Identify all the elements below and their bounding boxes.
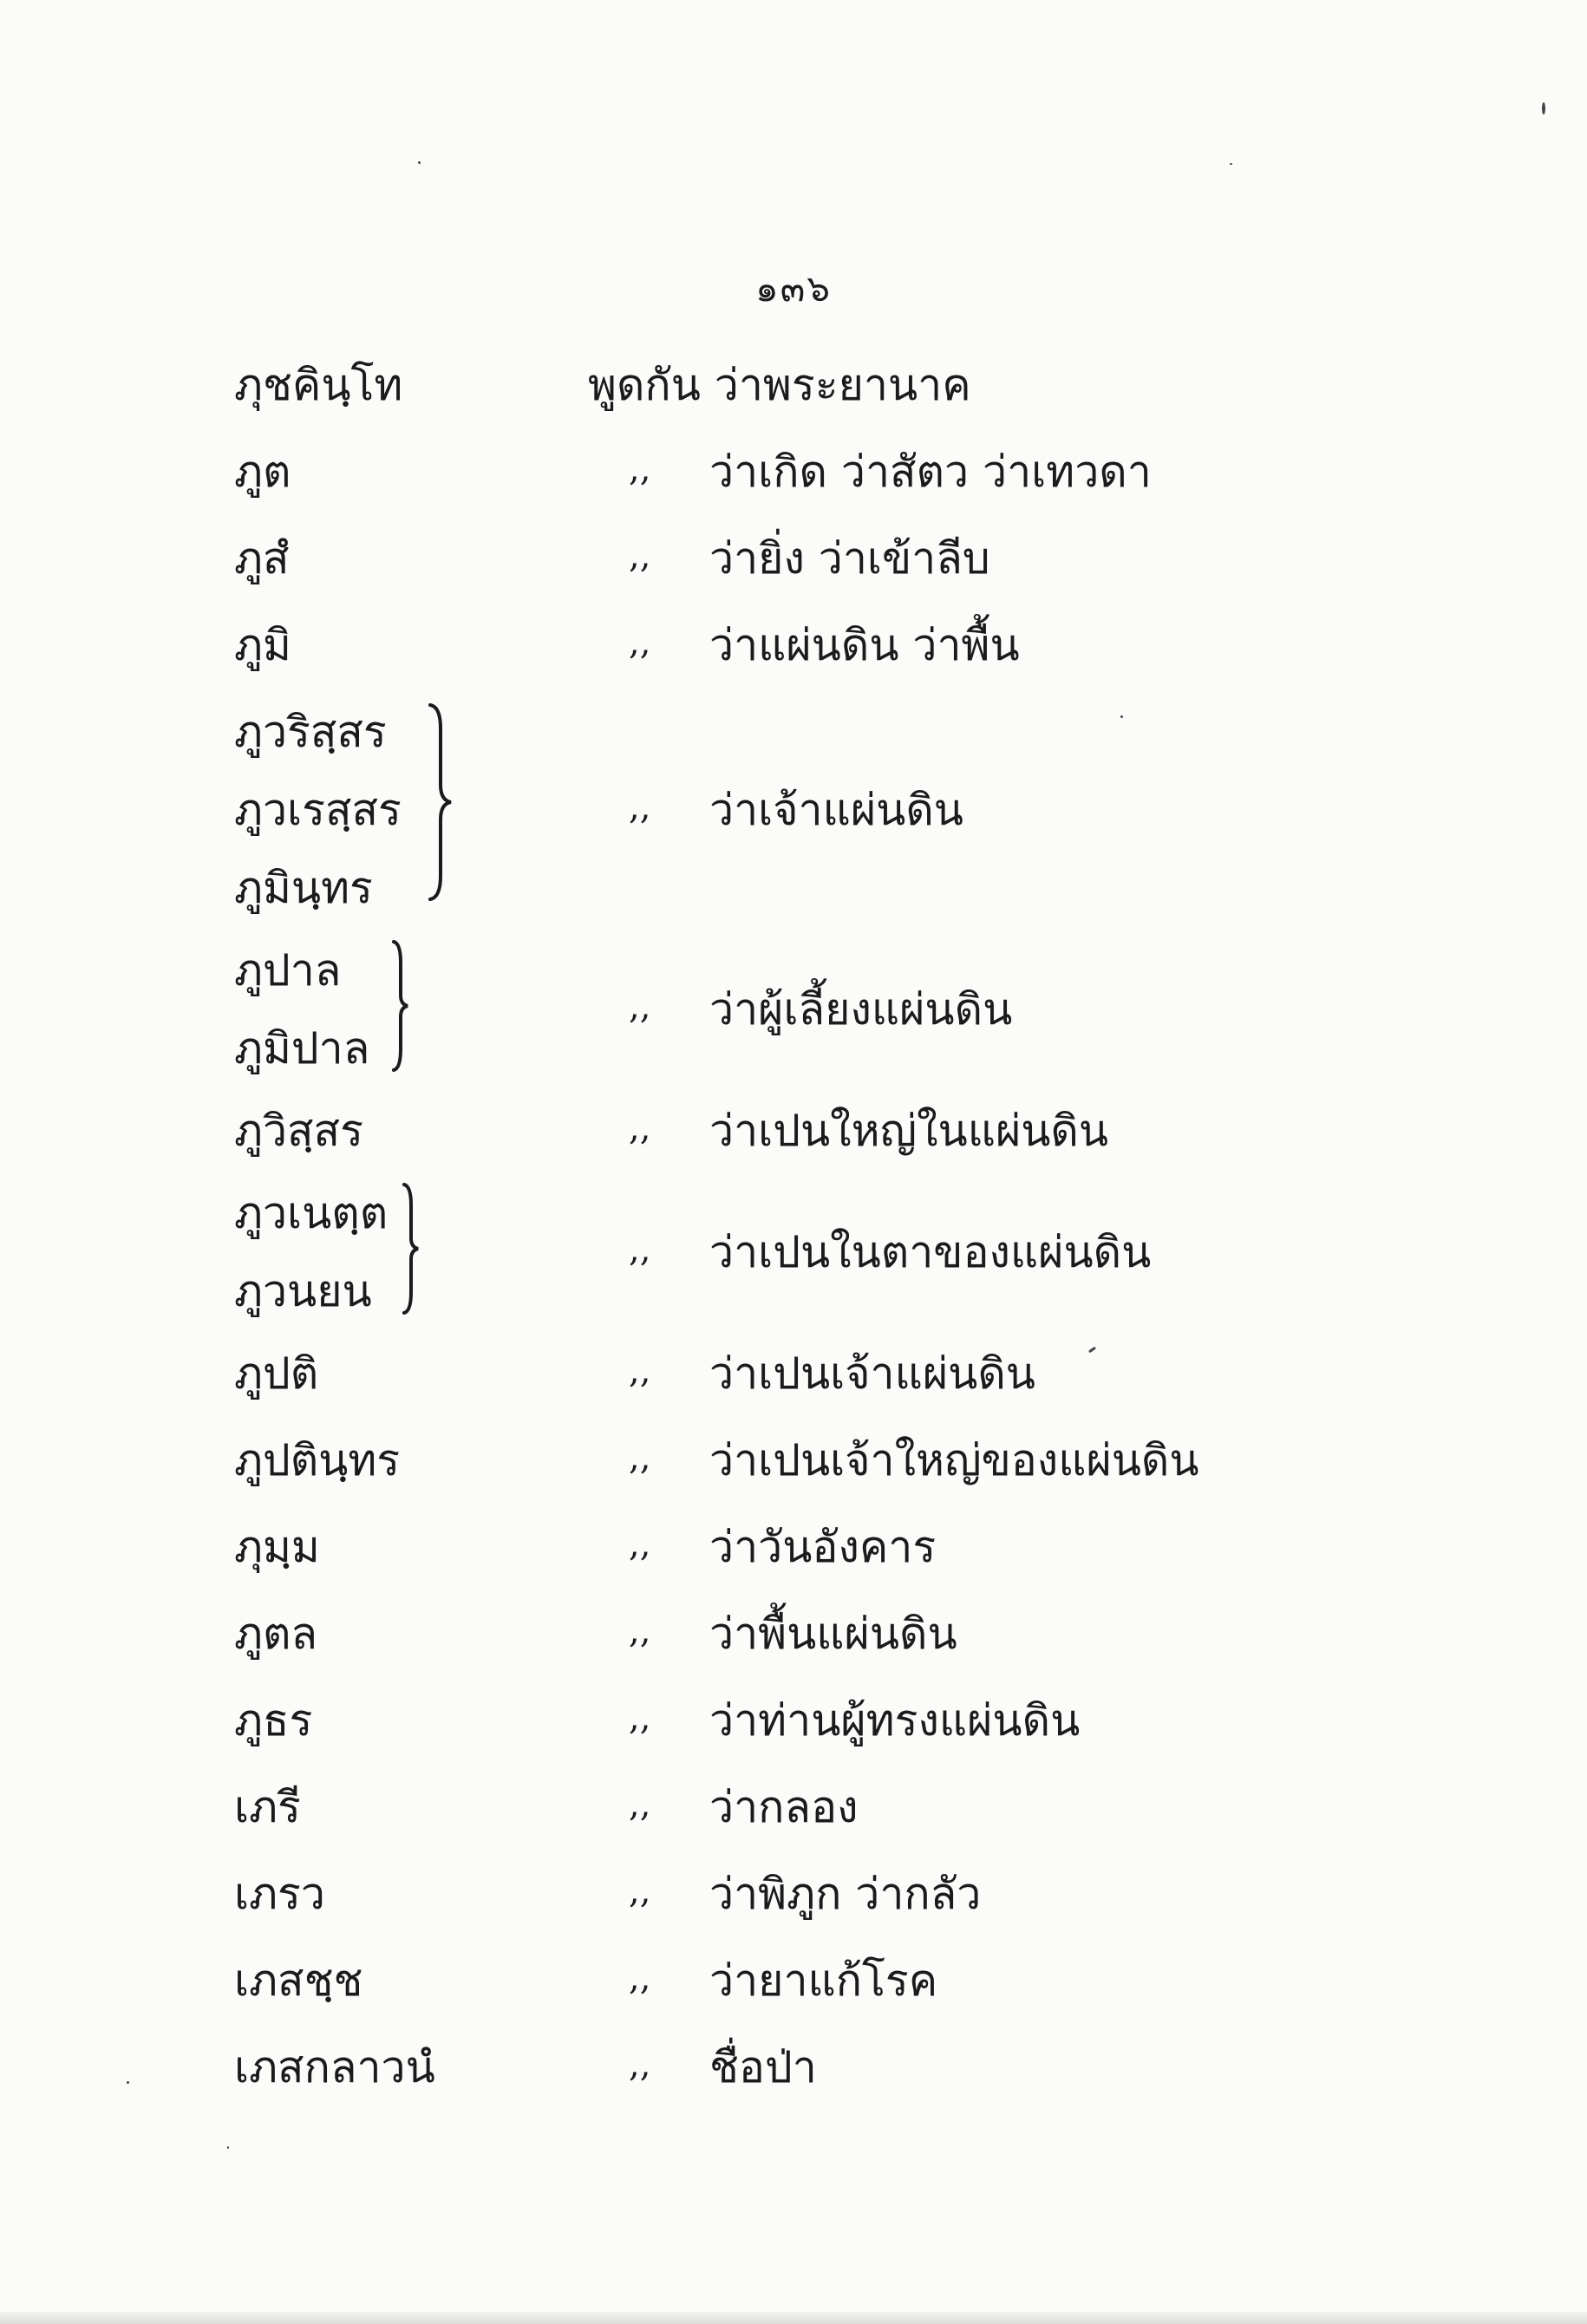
entry-definition: ว่าเกิด ว่าสัตว ว่าเทวดา (709, 447, 1152, 497)
entry-term: ภูธร (234, 1695, 313, 1746)
ditto-mark: ,, (629, 1108, 651, 1148)
entry-term: ภูวริสฺสร (234, 707, 387, 757)
scan-speck (1542, 102, 1545, 114)
entry-term: เภรี (234, 1782, 301, 1832)
entry-term: ภูมิปาล (234, 1023, 370, 1074)
entry-term: ภุชคินฺโท (234, 360, 403, 410)
entry-term: ภูสํ (234, 533, 290, 584)
entry-definition: ว่าแผ่นดิน ว่าพื้น (709, 620, 1020, 670)
ditto-mark: ,, (629, 449, 651, 489)
scan-speck (418, 161, 421, 164)
entry-term: ภูต (234, 447, 291, 497)
entry-definition: ว่ายาแก้โรค (709, 1955, 938, 2006)
entry-term: เภรว (234, 1869, 325, 1919)
ditto-mark: ,, (629, 987, 651, 1027)
entry-term: ภูวเรสฺสร (234, 785, 402, 835)
entry-term: ภูมิ (234, 620, 291, 670)
page-number: ๑๓๖ (754, 267, 833, 310)
ditto-mark: ,, (629, 1351, 651, 1391)
scan-speck (1230, 163, 1232, 165)
entry-term: เภสกลาวนํ (234, 2042, 435, 2092)
ditto-mark: ,, (629, 1785, 651, 1825)
entry-term: ภูปาล (234, 945, 342, 996)
entry-term: ภูวนยน (234, 1266, 372, 1316)
entry-term: ภูวเนตฺต (234, 1188, 389, 1238)
entry-definition: ว่าวันอังคาร (709, 1522, 937, 1572)
entry-term: เภสชฺช (234, 1955, 363, 2006)
ditto-mark: ,, (629, 1230, 651, 1270)
ditto-mark: ,, (629, 623, 651, 663)
group-brace (399, 1179, 425, 1318)
ditto-mark: ,, (629, 2045, 651, 2085)
scan-speck (227, 2146, 229, 2149)
entry-definition: ว่าผู้เลี้ยงแผ่นดิน (709, 984, 1013, 1035)
entry-definition: ว่าพื้นแผ่นดิน (709, 1609, 957, 1659)
entry-definition: ว่าพิภูก ว่ากลัว (709, 1869, 982, 1919)
entry-term: ภูมินฺทร (234, 863, 373, 913)
entry-term: ภูปติ (234, 1348, 319, 1399)
entry-definition: ว่าเจ้าแผ่นดิน (709, 785, 963, 835)
entry-definition: ชื่อป่า (709, 2042, 817, 2092)
group-brace (389, 937, 415, 1075)
ditto-mark: ,, (629, 1698, 651, 1738)
entry-term: ภูปตินฺทร (234, 1435, 401, 1485)
entry-term: ภูตล (234, 1609, 318, 1659)
ditto-mark: ,, (629, 1871, 651, 1911)
scan-speck (127, 2081, 129, 2084)
entry-definition: ว่ากลอง (709, 1782, 859, 1832)
ditto-mark: ,, (629, 1611, 651, 1651)
ditto-mark: ,, (629, 1524, 651, 1564)
ditto-mark: ,, (629, 787, 651, 827)
ditto-mark: ,, (629, 1438, 651, 1478)
entry-definition: ว่าเปนในตาของแผ่นดิน (709, 1227, 1152, 1277)
ditto-mark: ,, (629, 536, 651, 576)
page-bottom-edge (0, 2312, 1587, 2324)
entry-definition: พูดกัน ว่าพระยานาค (588, 360, 971, 410)
entry-term: ภุมฺม (234, 1522, 320, 1572)
scan-speck (1088, 1347, 1096, 1354)
ditto-mark: ,, (629, 1958, 651, 1998)
entry-definition: ว่ายิ่ง ว่าเข้าลีบ (709, 533, 990, 584)
scan-speck (1120, 715, 1123, 718)
entry-definition: ว่าท่านผู้ทรงแผ่นดิน (709, 1695, 1081, 1746)
group-brace (425, 698, 460, 906)
entry-definition: ว่าเปนใหญ่ในแผ่นดิน (709, 1106, 1109, 1156)
entry-term: ภูวิสฺสร (234, 1106, 363, 1156)
entry-definition: ว่าเปนเจ้าแผ่นดิน (709, 1348, 1035, 1399)
entry-definition: ว่าเปนเจ้าใหญ่ของแผ่นดิน (709, 1435, 1199, 1485)
